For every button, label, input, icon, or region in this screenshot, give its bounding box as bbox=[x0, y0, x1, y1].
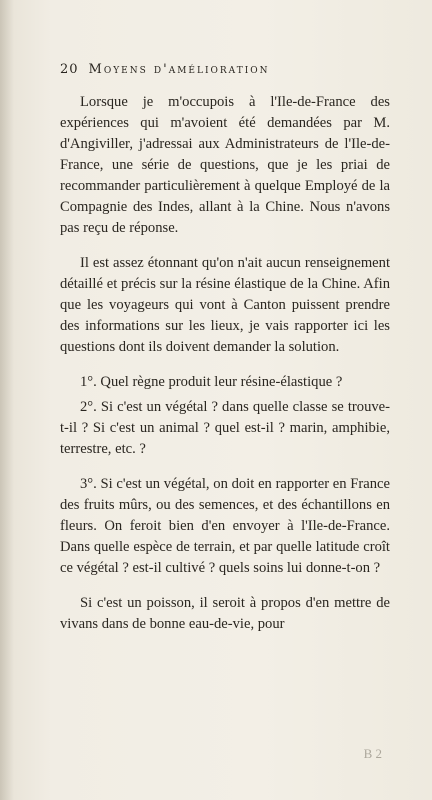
signature-mark: B 2 bbox=[363, 746, 382, 761]
paragraph-1: Lorsque je m'occupois à l'Ile-de-France des expériences qui m'avoient été demandées par M. d'Angiviller, j'adressai aux Administrateurs de l'Ile-de-France, une série de questions, que je les priai de recommander particulièrement à quelque Employé de la Compagnie des Indes, allant à la Chine. Nous n'avons pas reçu de réponse. bbox=[60, 94, 390, 236]
body-text bbox=[60, 92, 390, 649]
gutter-shadow bbox=[0, 0, 14, 800]
page-header bbox=[60, 62, 390, 77]
question-2: 2°. Si c'est un végétal ? dans quelle classe se trouve-t-il ? Si c'est un animal ? quel est-il ? marin, amphibie, terrestre, etc. ? bbox=[60, 399, 390, 457]
running-title: Moyens d'amélioration bbox=[88, 62, 270, 77]
question-3: 3°. Si c'est un végétal, on doit en rapporter en France des fruits mûrs, ou des semences, et des échantillons en fleurs. On feroit bien d'en envoyer à l'Ile-de-France. Dans quelle espèce de terrain, et par quelle latitude croît ce végétal ? est-il cultivé ? quels soins lui donne-t-on ? bbox=[60, 476, 390, 576]
paragraph-2: Il est assez étonnant qu'on n'ait aucun renseignement détaillé et précis sur la résine élastique de la Chine. Afin que les voyageurs qui vont à Canton puissent prendre des informations sur les lieux, je vais rapporter ici les questions dont ils doivent demander la solution. bbox=[60, 255, 390, 355]
paragraph-poisson: Si c'est un poisson, il seroit à propos d'en mettre de vivans dans de bonne eau-de-vie, pour bbox=[60, 595, 390, 632]
question-1: 1°. Quel règne produit leur résine-élastique ? bbox=[80, 374, 343, 390]
page-number: 20 bbox=[60, 62, 79, 77]
